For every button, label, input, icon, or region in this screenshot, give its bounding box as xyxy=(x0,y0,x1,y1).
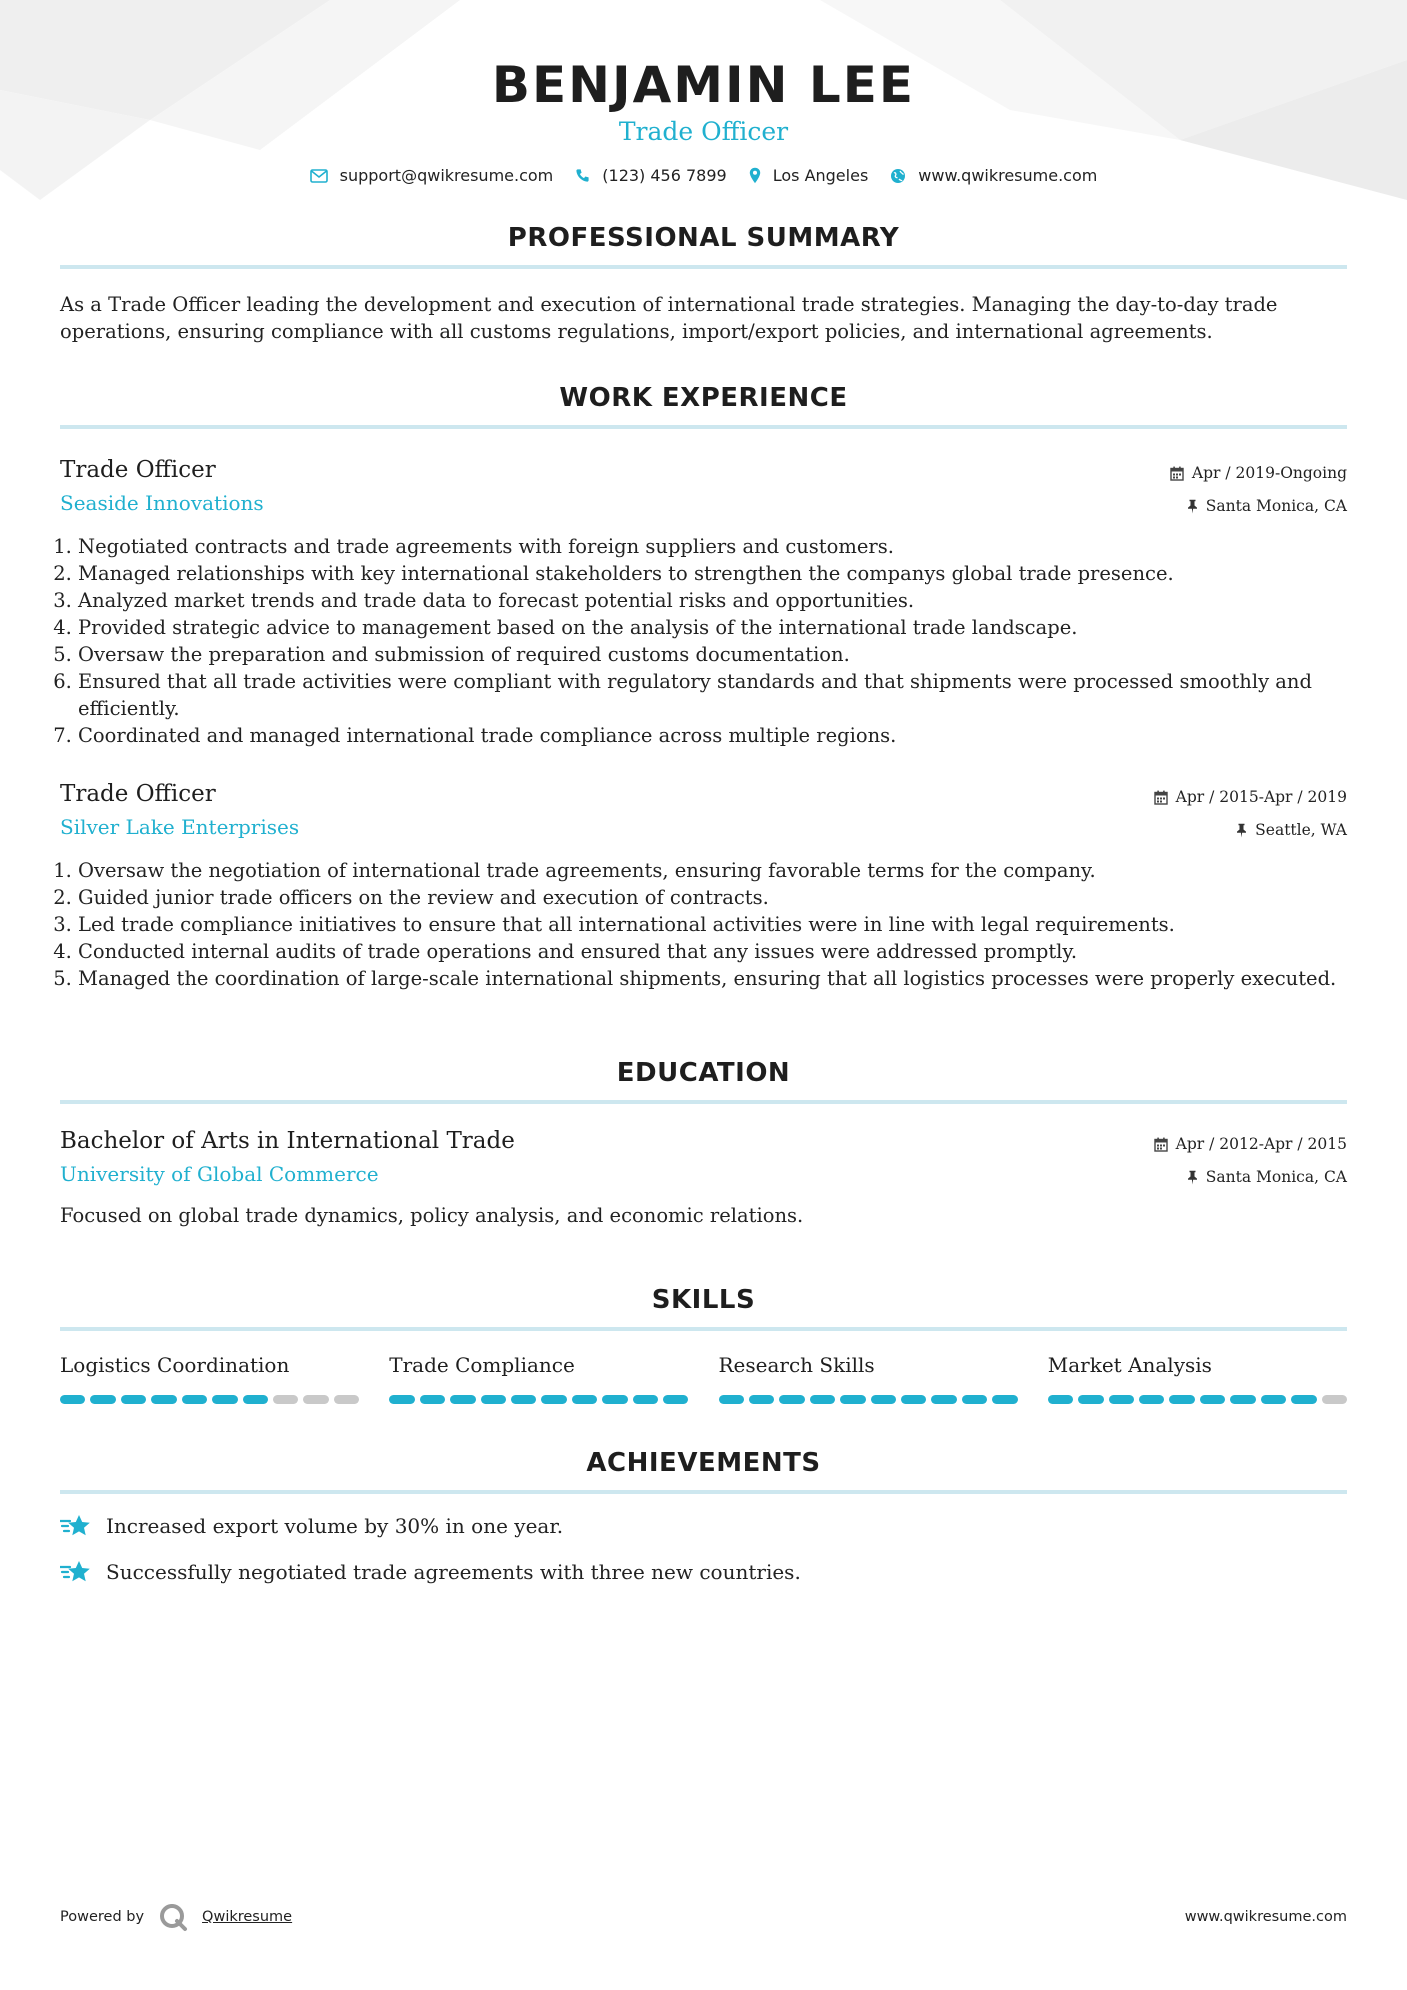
skill-dot-filled xyxy=(90,1395,115,1404)
skill-dot-filled xyxy=(1109,1395,1134,1404)
list-item: 1. Oversaw the negotiation of international trade agreements, ensuring favorable terms for the company. xyxy=(78,857,1347,884)
list-item: 2. Managed relationships with key international stakeholders to strengthen the companys global trade presence. xyxy=(78,560,1347,587)
skill-dot-empty xyxy=(1322,1395,1347,1404)
skill-dot-filled xyxy=(633,1395,658,1404)
calendar-icon xyxy=(1170,466,1184,481)
resume-header xyxy=(60,0,1347,185)
job-location xyxy=(1170,490,1347,523)
summary-section xyxy=(60,223,1347,345)
skill-dot-filled xyxy=(1261,1395,1286,1404)
company-name: Seaside Innovations xyxy=(60,491,264,515)
map-pin-icon xyxy=(749,167,761,184)
skill-dot-filled xyxy=(931,1395,956,1404)
skill-dot-filled xyxy=(602,1395,627,1404)
job-title: Trade Officer xyxy=(60,781,216,807)
candidate-role: Trade Officer xyxy=(618,117,789,146)
skill-item xyxy=(719,1353,1018,1404)
skill-dot-filled xyxy=(779,1395,804,1404)
list-item: 1. Negotiated contracts and trade agreements with foreign suppliers and customers. xyxy=(78,533,1347,560)
skill-dot-filled xyxy=(1291,1395,1316,1404)
section-title-skills: SKILLS xyxy=(60,1285,1347,1331)
pushpin-icon xyxy=(1236,823,1247,838)
contact-phone[interactable] xyxy=(575,166,726,185)
summary-text: As a Trade Officer leading the development and execution of international trade strategies. Managing the day-to-day trade operations, ensuring compliance with all customs regulations, import/export policies, and international agreements. xyxy=(60,293,1278,343)
footer-website[interactable]: www.qwikresume.com xyxy=(1184,1909,1347,1925)
school-name: University of Global Commerce xyxy=(60,1162,379,1186)
skill-dot-filled xyxy=(243,1395,268,1404)
contact-website[interactable] xyxy=(890,166,1097,185)
skill-dot-filled xyxy=(901,1395,926,1404)
skill-item xyxy=(389,1353,688,1404)
job-date xyxy=(1170,457,1347,490)
skill-dot-filled xyxy=(60,1395,85,1404)
skill-rating xyxy=(719,1395,1018,1404)
job-date-text: Apr / 2015-Apr / 2019 xyxy=(1175,788,1347,806)
calendar-icon xyxy=(1154,790,1168,805)
skill-dot-filled xyxy=(420,1395,445,1404)
skill-dot-filled xyxy=(121,1395,146,1404)
list-item: 3. Led trade compliance initiatives to ensure that all international activities were in line with legal requirements. xyxy=(78,911,1347,938)
skill-dot-filled xyxy=(151,1395,176,1404)
skill-dot-filled xyxy=(541,1395,566,1404)
list-item: 2. Guided junior trade officers on the review and execution of contracts. xyxy=(78,884,1347,911)
job-location-text: Seattle, WA xyxy=(1255,821,1347,839)
education-date xyxy=(1154,1128,1347,1161)
contact-email-text: support@qwikresume.com xyxy=(339,166,554,185)
company-name: Silver Lake Enterprises xyxy=(60,815,300,839)
achievement-text: Successfully negotiated trade agreements with three new countries. xyxy=(106,1560,801,1584)
skill-dot-filled xyxy=(212,1395,237,1404)
powered-label: Powered by xyxy=(60,1909,145,1925)
skill-dot-filled xyxy=(572,1395,597,1404)
section-title-summary: PROFESSIONAL SUMMARY xyxy=(60,223,1347,269)
section-title-experience: WORK EXPERIENCE xyxy=(60,383,1347,429)
list-item: 4. Provided strategic advice to management based on the analysis of the international trade landscape. xyxy=(78,614,1347,641)
skill-name: Trade Compliance xyxy=(389,1353,575,1377)
job-entry xyxy=(60,457,1347,749)
skill-dot-filled xyxy=(840,1395,865,1404)
skill-item xyxy=(60,1353,359,1404)
skill-dot-filled xyxy=(1230,1395,1255,1404)
pushpin-icon xyxy=(1187,499,1198,514)
job-location-text: Santa Monica, CA xyxy=(1205,497,1347,515)
experience-section xyxy=(60,383,1347,992)
degree-name: Bachelor of Arts in International Trade xyxy=(60,1128,515,1154)
skill-dot-filled xyxy=(663,1395,688,1404)
skill-dot-filled xyxy=(871,1395,896,1404)
skills-section xyxy=(60,1285,1347,1404)
skill-name: Market Analysis xyxy=(1047,1353,1212,1377)
skill-dot-filled xyxy=(481,1395,506,1404)
skill-dot-empty xyxy=(273,1395,298,1404)
skill-dot-filled xyxy=(992,1395,1017,1404)
powered-by xyxy=(60,1902,292,1932)
job-bullets xyxy=(60,533,1347,749)
section-title-achievements: ACHIEVEMENTS xyxy=(60,1448,1347,1494)
skill-dot-filled xyxy=(810,1395,835,1404)
skill-dot-filled xyxy=(182,1395,207,1404)
skill-dot-filled xyxy=(450,1395,475,1404)
skill-item xyxy=(1048,1353,1347,1404)
pushpin-icon xyxy=(1187,1170,1198,1185)
skill-dot-filled xyxy=(1078,1395,1103,1404)
skill-dot-filled xyxy=(1169,1395,1194,1404)
job-bullets xyxy=(60,857,1347,992)
page-footer xyxy=(60,1902,1347,1932)
contact-location xyxy=(749,166,869,185)
achievements-section xyxy=(60,1448,1347,1586)
education-entry xyxy=(60,1128,1347,1227)
list-item: 3. Analyzed market trends and trade data to forecast potential risks and opportunities. xyxy=(78,587,1347,614)
job-title: Trade Officer xyxy=(60,457,216,483)
skill-name: Logistics Coordination xyxy=(60,1353,290,1377)
brand-link[interactable]: Qwikresume xyxy=(202,1909,293,1925)
skills-grid xyxy=(60,1353,1347,1404)
list-item: 5. Managed the coordination of large-scale international shipments, ensuring that all logistics processes were properly executed. xyxy=(78,965,1347,992)
skill-name: Research Skills xyxy=(718,1353,875,1377)
list-item: 7. Coordinated and managed international trade compliance across multiple regions. xyxy=(78,722,1347,749)
education-location-text: Santa Monica, CA xyxy=(1205,1168,1347,1186)
education-location xyxy=(1154,1161,1347,1194)
skill-dot-empty xyxy=(334,1395,359,1404)
job-entry xyxy=(60,781,1347,992)
achievement-item xyxy=(60,1512,1347,1540)
skill-dot-filled xyxy=(749,1395,774,1404)
job-date-text: Apr / 2019-Ongoing xyxy=(1191,464,1347,482)
achievement-item xyxy=(60,1558,1347,1586)
skill-dot-filled xyxy=(389,1395,414,1404)
skill-rating xyxy=(389,1395,688,1404)
contact-phone-text: (123) 456 7899 xyxy=(602,166,727,185)
job-location xyxy=(1154,814,1347,847)
contact-bar xyxy=(60,166,1347,185)
skill-dot-filled xyxy=(1139,1395,1164,1404)
skill-dot-filled xyxy=(511,1395,536,1404)
education-section xyxy=(60,1058,1347,1227)
achievement-text: Increased export volume by 30% in one year. xyxy=(106,1514,564,1538)
contact-email[interactable] xyxy=(310,166,554,185)
star-icon xyxy=(60,1512,92,1540)
list-item: 6. Ensured that all trade activities were compliant with regulatory standards and that shipments were processed smoothly and efficiently. xyxy=(78,668,1347,722)
list-item: 5. Oversaw the preparation and submission of required customs documentation. xyxy=(78,641,1347,668)
contact-location-text: Los Angeles xyxy=(772,166,869,185)
skill-dot-filled xyxy=(1048,1395,1073,1404)
skill-dot-empty xyxy=(303,1395,328,1404)
skill-dot-filled xyxy=(1200,1395,1225,1404)
skill-dot-filled xyxy=(962,1395,987,1404)
contact-website-text: www.qwikresume.com xyxy=(918,166,1098,185)
phone-icon xyxy=(575,168,590,183)
skill-dot-filled xyxy=(719,1395,744,1404)
education-description: Focused on global trade dynamics, policy analysis, and economic relations. xyxy=(60,1204,804,1227)
candidate-name: BENJAMIN LEE xyxy=(491,56,916,114)
qwikresume-logo-icon xyxy=(158,1902,188,1932)
skill-rating xyxy=(60,1395,359,1404)
star-icon xyxy=(60,1558,92,1586)
globe-icon xyxy=(890,168,906,184)
section-title-education: EDUCATION xyxy=(60,1058,1347,1104)
list-item: 4. Conducted internal audits of trade operations and ensured that any issues were addressed promptly. xyxy=(78,938,1347,965)
skill-rating xyxy=(1048,1395,1347,1404)
calendar-icon xyxy=(1154,1137,1168,1152)
envelope-icon xyxy=(310,169,328,183)
education-date-text: Apr / 2012-Apr / 2015 xyxy=(1175,1135,1347,1153)
job-date xyxy=(1154,781,1347,814)
